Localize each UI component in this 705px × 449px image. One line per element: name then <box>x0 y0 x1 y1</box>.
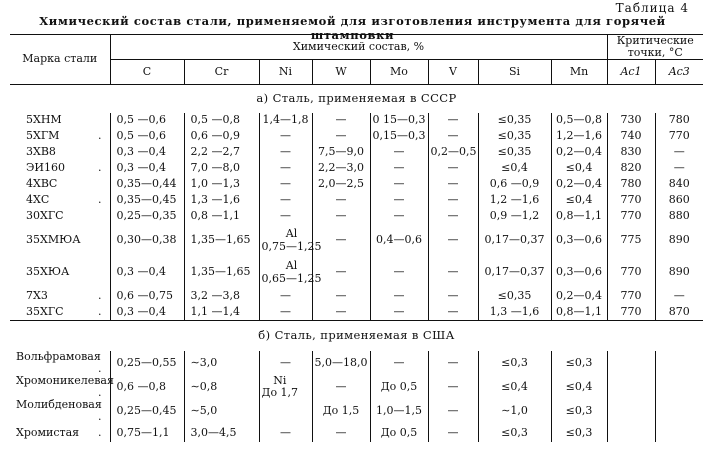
cell-ac3: 890 <box>655 257 703 289</box>
header-element-mo: Mo <box>370 60 428 85</box>
cell-cr: 7,0 —8,0 <box>184 161 259 177</box>
cell-mn: ≤0,4 <box>551 375 607 399</box>
cell-si: ∼1,0 <box>478 399 551 423</box>
header-ac1: Ac1 <box>607 60 655 85</box>
cell-ni-label: Al <box>285 227 298 241</box>
cell-c: 0,35—0,45 <box>110 193 184 209</box>
cell-cr: 3,2 —3,8 <box>184 289 259 305</box>
cell-ni: — <box>259 145 312 161</box>
cell-w: — <box>312 375 370 399</box>
cell-w: 2,2—3,0 <box>312 161 370 177</box>
cell-si: ≤0,3 <box>478 423 551 442</box>
cell-grade <box>10 257 110 289</box>
cell-w: — <box>312 257 370 289</box>
cell-mo: — <box>370 305 428 321</box>
cell-ni: — <box>259 209 312 225</box>
grade-dot: . <box>98 289 102 303</box>
cell-ni-value: 0,65—1,25 <box>261 271 322 285</box>
cell-mo: 0 15—0,3 <box>370 113 428 129</box>
grade-label: 3ХВ8 <box>26 145 56 159</box>
table-row <box>10 145 703 161</box>
cell-grade <box>10 423 110 442</box>
cell-w: 7,5—9,0 <box>312 145 370 161</box>
grade-dot: . <box>98 409 102 423</box>
cell-ac1: 770 <box>607 193 655 209</box>
cell-w: — <box>312 225 370 257</box>
cell-ni-label: Al <box>285 259 298 273</box>
cell-si: ≤0,4 <box>478 375 551 399</box>
cell-v: — <box>428 129 478 145</box>
cell-mn: ≤0,3 <box>551 399 607 423</box>
cell-ac3: 870 <box>655 305 703 321</box>
cell-grade <box>10 177 110 193</box>
cell-si: 0,17—0,37 <box>478 257 551 289</box>
cell-grade <box>10 351 110 375</box>
table-row <box>10 305 703 321</box>
cell-si: ≤0,35 <box>478 129 551 145</box>
header-element-c: C <box>110 60 184 85</box>
cell-ni-label: Ni <box>273 373 287 387</box>
cell-ac1: 770 <box>607 289 655 305</box>
grade-label: Вольфрамовая <box>16 349 101 363</box>
cell-grade <box>10 399 110 423</box>
cell-w: — <box>312 289 370 305</box>
cell-w: — <box>312 305 370 321</box>
cell-ac1: 770 <box>607 257 655 289</box>
cell-v: — <box>428 423 478 442</box>
cell-c: 0,25—0,35 <box>110 209 184 225</box>
grade-dot: . <box>98 361 102 375</box>
cell-cr: 1,0 —1,3 <box>184 177 259 193</box>
cell-v: — <box>428 257 478 289</box>
cell-ac3: 890 <box>655 225 703 257</box>
cell-c: 0,3 —0,4 <box>110 161 184 177</box>
cell-ac3: — <box>655 161 703 177</box>
header-grade: Марка стали <box>10 35 110 85</box>
cell-cr: 1,1 —1,4 <box>184 305 259 321</box>
cell-c: 0,75—1,1 <box>110 423 184 442</box>
cell-mn: 0,2—0,4 <box>551 145 607 161</box>
table-caption: Химический состав стали, применяемой для изготовления инструмента для горячей штамповки <box>39 14 666 42</box>
header-critical-line1: Критические <box>616 34 694 48</box>
grade-label: 5ХНМ <box>26 113 62 127</box>
cell-ni <box>259 375 312 399</box>
cell-ac3 <box>655 423 703 442</box>
cell-ac1 <box>607 423 655 442</box>
cell-ni: — <box>259 351 312 375</box>
grade-label: 7Х3 <box>26 289 48 303</box>
cell-grade <box>10 305 110 321</box>
cell-ni <box>259 257 322 289</box>
cell-c: 0,30—0,38 <box>110 225 184 257</box>
cell-ac1: 770 <box>607 305 655 321</box>
grade-dot: . <box>98 385 102 399</box>
table-row <box>10 289 703 305</box>
cell-ac1: 770 <box>607 209 655 225</box>
cell-ac3 <box>655 375 703 399</box>
cell-ac1: 820 <box>607 161 655 177</box>
section-title: б) Сталь, применяемая в США <box>258 328 455 343</box>
cell-ac3: 840 <box>655 177 703 193</box>
cell-c: 0,3 —0,4 <box>110 305 184 321</box>
cell-ni: — <box>259 305 312 321</box>
cell-ac3: — <box>655 145 703 161</box>
cell-w: 2,0—2,5 <box>312 177 370 193</box>
cell-ni: — <box>259 193 312 209</box>
cell-ac3: 770 <box>655 129 703 145</box>
header-critical-line2: точки, °С <box>627 46 683 59</box>
grade-label: Молибденовая <box>16 397 102 411</box>
cell-si: ≤0,3 <box>478 351 551 375</box>
header-element-cr: Cr <box>184 60 259 85</box>
cell-cr: ∼0,8 <box>184 375 259 399</box>
cell-mn: 0,5—0,8 <box>551 113 607 129</box>
cell-si: ≤0,35 <box>478 145 551 161</box>
cell-w: — <box>312 129 370 145</box>
cell-c: 0,5 —0,6 <box>110 129 184 145</box>
cell-ni: — <box>259 423 312 442</box>
header-element-v: V <box>428 60 478 85</box>
cell-ac1: 740 <box>607 129 655 145</box>
cell-ni: 1,4—1,8 <box>259 113 312 129</box>
cell-ac3: 780 <box>655 113 703 129</box>
cell-c: 0,5 —0,6 <box>110 113 184 129</box>
cell-mn: 0,8—1,1 <box>551 305 607 321</box>
cell-c: 0,3 —0,4 <box>110 257 184 289</box>
table-row <box>10 399 703 423</box>
cell-mo: — <box>370 209 428 225</box>
header-element-mn: Mn <box>551 60 607 85</box>
cell-v: — <box>428 399 478 423</box>
cell-ac1 <box>607 375 655 399</box>
grade-label: ЭИ160 <box>26 161 66 175</box>
cell-v: — <box>428 225 478 257</box>
grade-label: 30ХГС <box>26 209 64 223</box>
cell-w: — <box>312 193 370 209</box>
header-composition: Химический состав, % <box>110 35 607 60</box>
grade-label: Хромистая <box>16 425 80 439</box>
cell-grade <box>10 193 110 209</box>
cell-cr: 1,3 —1,6 <box>184 193 259 209</box>
grade-dot: . <box>98 193 102 207</box>
cell-si: 1,2 —1,6 <box>478 193 551 209</box>
cell-si: 0,9 —1,2 <box>478 209 551 225</box>
cell-ac3 <box>655 351 703 375</box>
table-row <box>10 161 703 177</box>
grade-label: Хромоникелевая <box>16 373 114 387</box>
cell-mn: 0,2—0,4 <box>551 289 607 305</box>
table-row <box>10 129 703 145</box>
grade-dot: . <box>98 161 102 175</box>
cell-mo: — <box>370 351 428 375</box>
cell-mo: — <box>370 177 428 193</box>
cell-mo: 1,0—1,5 <box>370 399 428 423</box>
table-row <box>10 193 703 209</box>
cell-ni <box>259 399 312 423</box>
cell-mn: ≤0,4 <box>551 161 607 177</box>
cell-v: — <box>428 209 478 225</box>
cell-mn: 0,8—1,1 <box>551 209 607 225</box>
grade-dot: . <box>98 425 102 439</box>
grade-label: 35ХМЮА <box>26 233 81 247</box>
cell-v: — <box>428 161 478 177</box>
cell-si: 0,17—0,37 <box>478 225 551 257</box>
cell-c: 0,35—0,44 <box>110 177 184 193</box>
cell-cr: 2,2 —2,7 <box>184 145 259 161</box>
cell-mo: — <box>370 257 428 289</box>
table-number: Таблица 4 <box>615 1 689 15</box>
cell-ni: — <box>259 289 312 305</box>
table-row <box>10 375 703 399</box>
cell-ni: — <box>259 177 312 193</box>
grade-label: 35ХЮА <box>26 265 70 279</box>
cell-c: 0,6 —0,8 <box>110 375 184 399</box>
cell-cr: ∼3,0 <box>184 351 259 375</box>
header-ac3: Ac3 <box>655 60 703 85</box>
cell-ni: — <box>259 129 312 145</box>
cell-si: ≤0,35 <box>478 289 551 305</box>
table-row <box>10 257 703 289</box>
cell-mn: 1,2—1,6 <box>551 129 607 145</box>
header-critical-points <box>607 35 703 60</box>
cell-mo: 0,4—0,6 <box>370 225 428 257</box>
cell-w: До 1,5 <box>312 399 370 423</box>
cell-w: — <box>312 113 370 129</box>
cell-v: — <box>428 351 478 375</box>
grade-label: 4ХВС <box>26 177 58 191</box>
cell-mn: 0,2—0,4 <box>551 177 607 193</box>
cell-v: — <box>428 375 478 399</box>
table-row <box>10 209 703 225</box>
cell-ac1: 730 <box>607 113 655 129</box>
cell-si: 1,3 —1,6 <box>478 305 551 321</box>
cell-c: 0,25—0,45 <box>110 399 184 423</box>
cell-ac1: 780 <box>607 177 655 193</box>
cell-mo: — <box>370 193 428 209</box>
cell-mo: До 0,5 <box>370 423 428 442</box>
table-row <box>10 423 703 442</box>
cell-mn: ≤0,4 <box>551 193 607 209</box>
cell-mn: 0,3—0,6 <box>551 257 607 289</box>
cell-si: 0,6 —0,9 <box>478 177 551 193</box>
cell-ac1: 830 <box>607 145 655 161</box>
cell-ac1 <box>607 351 655 375</box>
cell-v: — <box>428 193 478 209</box>
cell-mn: ≤0,3 <box>551 423 607 442</box>
cell-mo: 0,15—0,3 <box>370 129 428 145</box>
cell-v: — <box>428 289 478 305</box>
table-row <box>10 225 703 257</box>
cell-c: 0,25—0,55 <box>110 351 184 375</box>
grade-label: 4ХС <box>26 193 50 207</box>
cell-c: 0,3 —0,4 <box>110 145 184 161</box>
cell-w: — <box>312 423 370 442</box>
cell-ac3: — <box>655 289 703 305</box>
cell-grade <box>10 161 110 177</box>
cell-ac1: 775 <box>607 225 655 257</box>
cell-mo: — <box>370 145 428 161</box>
cell-v: — <box>428 177 478 193</box>
header-element-ni: Ni <box>259 60 312 85</box>
cell-ac1 <box>607 399 655 423</box>
cell-mo: До 0,5 <box>370 375 428 399</box>
table-row <box>10 177 703 193</box>
cell-ni-value: До 1,7 <box>261 385 299 399</box>
cell-si: ≤0,4 <box>478 161 551 177</box>
cell-cr: 0,5 —0,8 <box>184 113 259 129</box>
table-row <box>10 113 703 129</box>
grade-dot: . <box>98 129 102 143</box>
cell-v: 0,2—0,5 <box>428 145 478 161</box>
section-title: а) Сталь, применяемая в СССР <box>256 91 457 106</box>
cell-cr: 1,35—1,65 <box>184 225 259 257</box>
cell-ac3: 860 <box>655 193 703 209</box>
cell-grade <box>10 225 110 257</box>
cell-mn: 0,3—0,6 <box>551 225 607 257</box>
cell-c: 0,6 —0,75 <box>110 289 184 305</box>
cell-cr: 0,6 —0,9 <box>184 129 259 145</box>
grade-label: 35ХГС <box>26 305 64 319</box>
cell-ac3: 880 <box>655 209 703 225</box>
header-element-si: Si <box>478 60 551 85</box>
cell-mo: — <box>370 161 428 177</box>
composition-table <box>10 34 703 442</box>
grade-dot: . <box>98 305 102 319</box>
cell-ni: — <box>259 161 312 177</box>
cell-ni <box>259 225 322 257</box>
cell-v: — <box>428 113 478 129</box>
cell-si: ≤0,35 <box>478 113 551 129</box>
cell-cr: 1,35—1,65 <box>184 257 259 289</box>
cell-ac3 <box>655 399 703 423</box>
cell-w: — <box>312 209 370 225</box>
cell-grade <box>10 289 110 305</box>
cell-cr: ∼5,0 <box>184 399 259 423</box>
table-row <box>10 351 703 375</box>
cell-grade <box>10 145 110 161</box>
cell-mo: — <box>370 289 428 305</box>
cell-cr: 0,8 —1,1 <box>184 209 259 225</box>
cell-grade <box>10 129 110 145</box>
cell-v: — <box>428 305 478 321</box>
cell-grade <box>10 113 110 129</box>
cell-mn: ≤0,3 <box>551 351 607 375</box>
grade-label: 5ХГМ <box>26 129 60 143</box>
cell-grade <box>10 209 110 225</box>
header-element-w: W <box>312 60 370 85</box>
cell-cr: 3,0—4,5 <box>184 423 259 442</box>
cell-ni-value: 0,75—1,25 <box>261 239 322 253</box>
cell-grade <box>10 373 114 399</box>
cell-w: 5,0—18,0 <box>312 351 370 375</box>
